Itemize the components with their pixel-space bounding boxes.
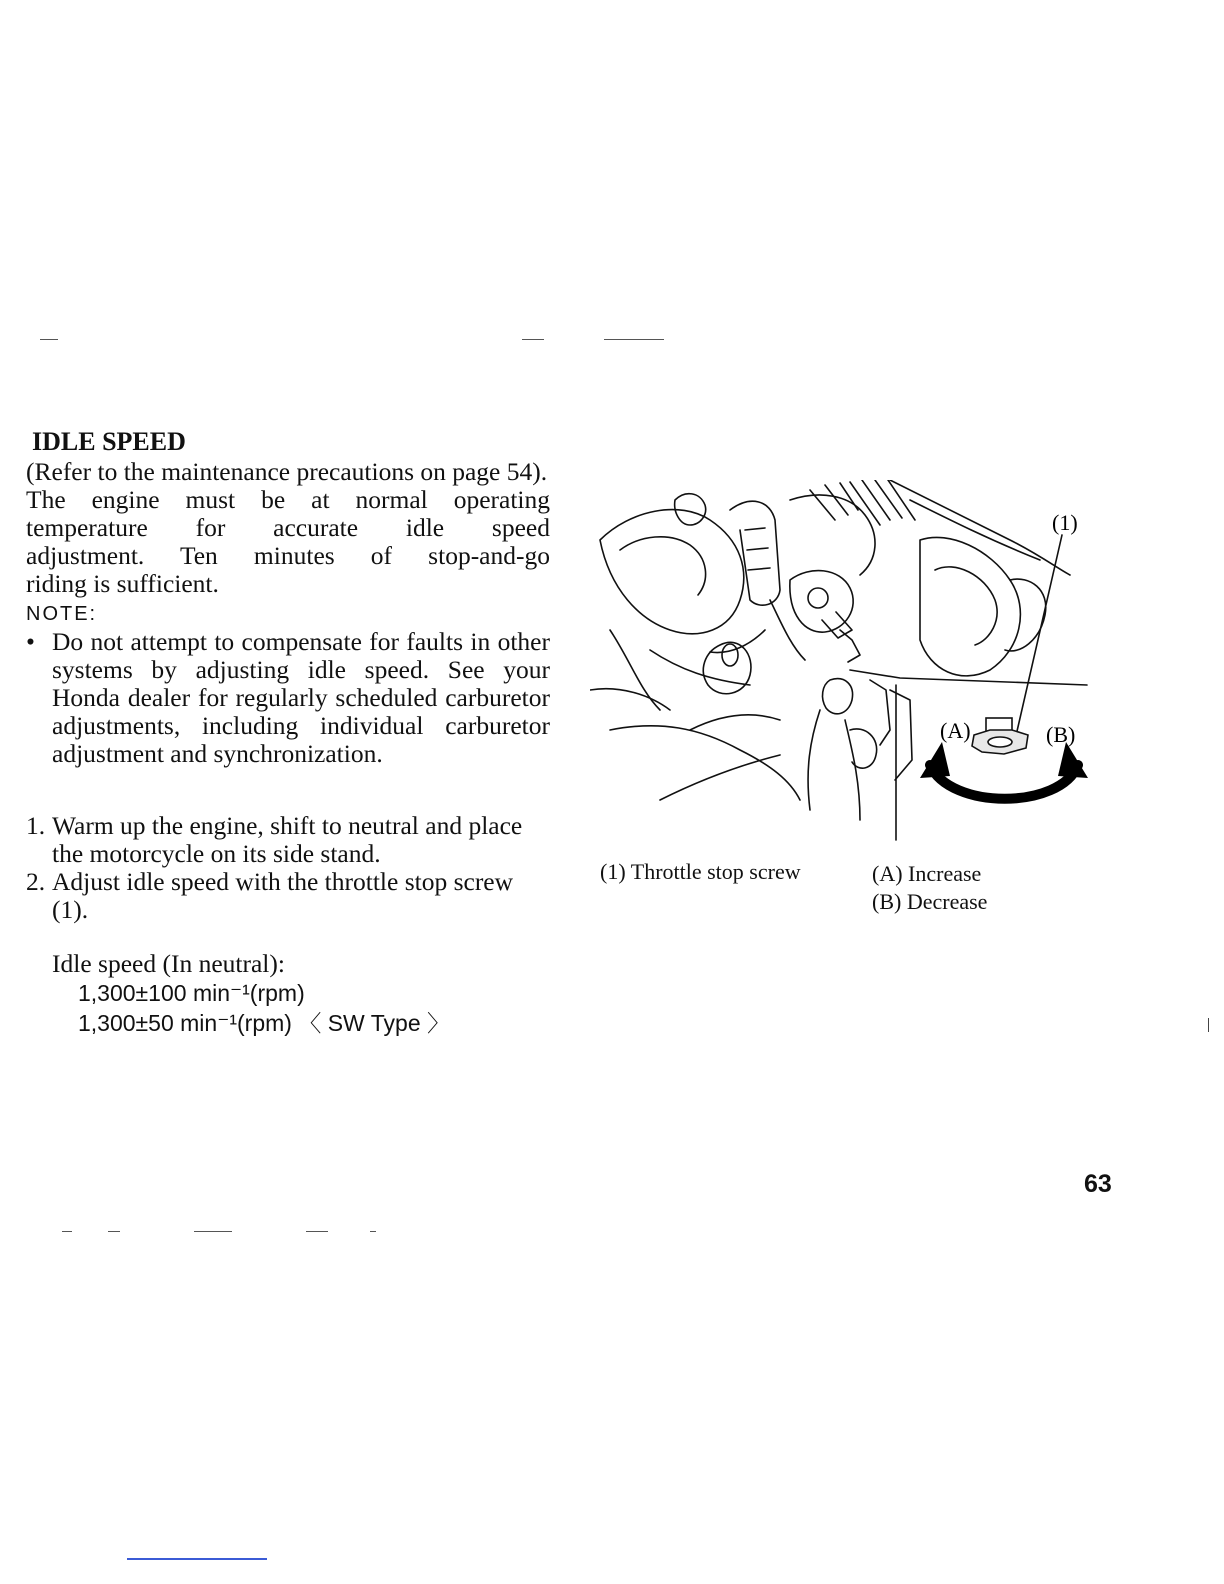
scan-mark	[194, 1231, 232, 1232]
scan-mark	[108, 1231, 120, 1232]
callout-1: (1)	[1052, 510, 1078, 535]
step-1	[26, 812, 550, 868]
caption-item-a: (A) Increase	[872, 861, 982, 886]
note-label: NOTE:	[26, 603, 98, 625]
step-text: Warm up the engine, shift to neutral and place the motorcycle on its side stand.	[52, 811, 523, 868]
scan-mark	[306, 1231, 328, 1232]
intro-line: temperature for accurate idle speed	[26, 513, 550, 542]
step-text: Adjust idle speed with the throttle stop screw (1).	[52, 867, 514, 924]
spec-line: 1,300±100 min⁻¹(rpm)	[78, 980, 305, 1006]
caption-item-1: (1) Throttle stop screw	[600, 859, 801, 884]
intro-line: riding is sufficient.	[26, 569, 219, 598]
scan-mark	[1208, 1018, 1209, 1032]
intro-line: The engine must be at normal operating	[26, 485, 550, 514]
bullet-mark: •	[26, 627, 35, 656]
note-bullet-item	[26, 628, 550, 768]
callout-a: (A)	[940, 718, 971, 743]
spec-line: 1,300±50 min⁻¹(rpm) 〈 SW Type 〉	[78, 1010, 450, 1036]
scan-blue-line	[127, 1558, 267, 1560]
engine-illustration	[590, 480, 1100, 850]
note-text: Do not attempt to compensate for faults in other systems by adjusting idle speed. See your Honda dealer for regularly scheduled carburetor adjustments, including individual carburetor adjustment and synchronization.	[52, 627, 550, 768]
page-number: 63	[1084, 1170, 1112, 1198]
text-column	[26, 428, 550, 1038]
step-2	[26, 868, 550, 924]
step-number: 2.	[26, 867, 46, 896]
section-title: IDLE SPEED	[32, 427, 186, 456]
callout-b: (B)	[1046, 722, 1076, 747]
scan-mark	[40, 339, 58, 340]
spec-label: Idle speed (In neutral):	[52, 949, 285, 978]
scan-mark	[62, 1231, 72, 1232]
caption-item-b: (B) Decrease	[872, 889, 988, 914]
scan-mark	[522, 339, 544, 340]
scan-mark	[370, 1231, 376, 1232]
engine-drawing	[590, 480, 1100, 850]
step-number: 1.	[26, 811, 46, 840]
intro-line: adjustment. Ten minutes of stop-and-go	[26, 541, 550, 570]
refer-text: (Refer to the maintenance precautions on page 54).	[26, 457, 548, 486]
scan-mark	[604, 339, 664, 340]
